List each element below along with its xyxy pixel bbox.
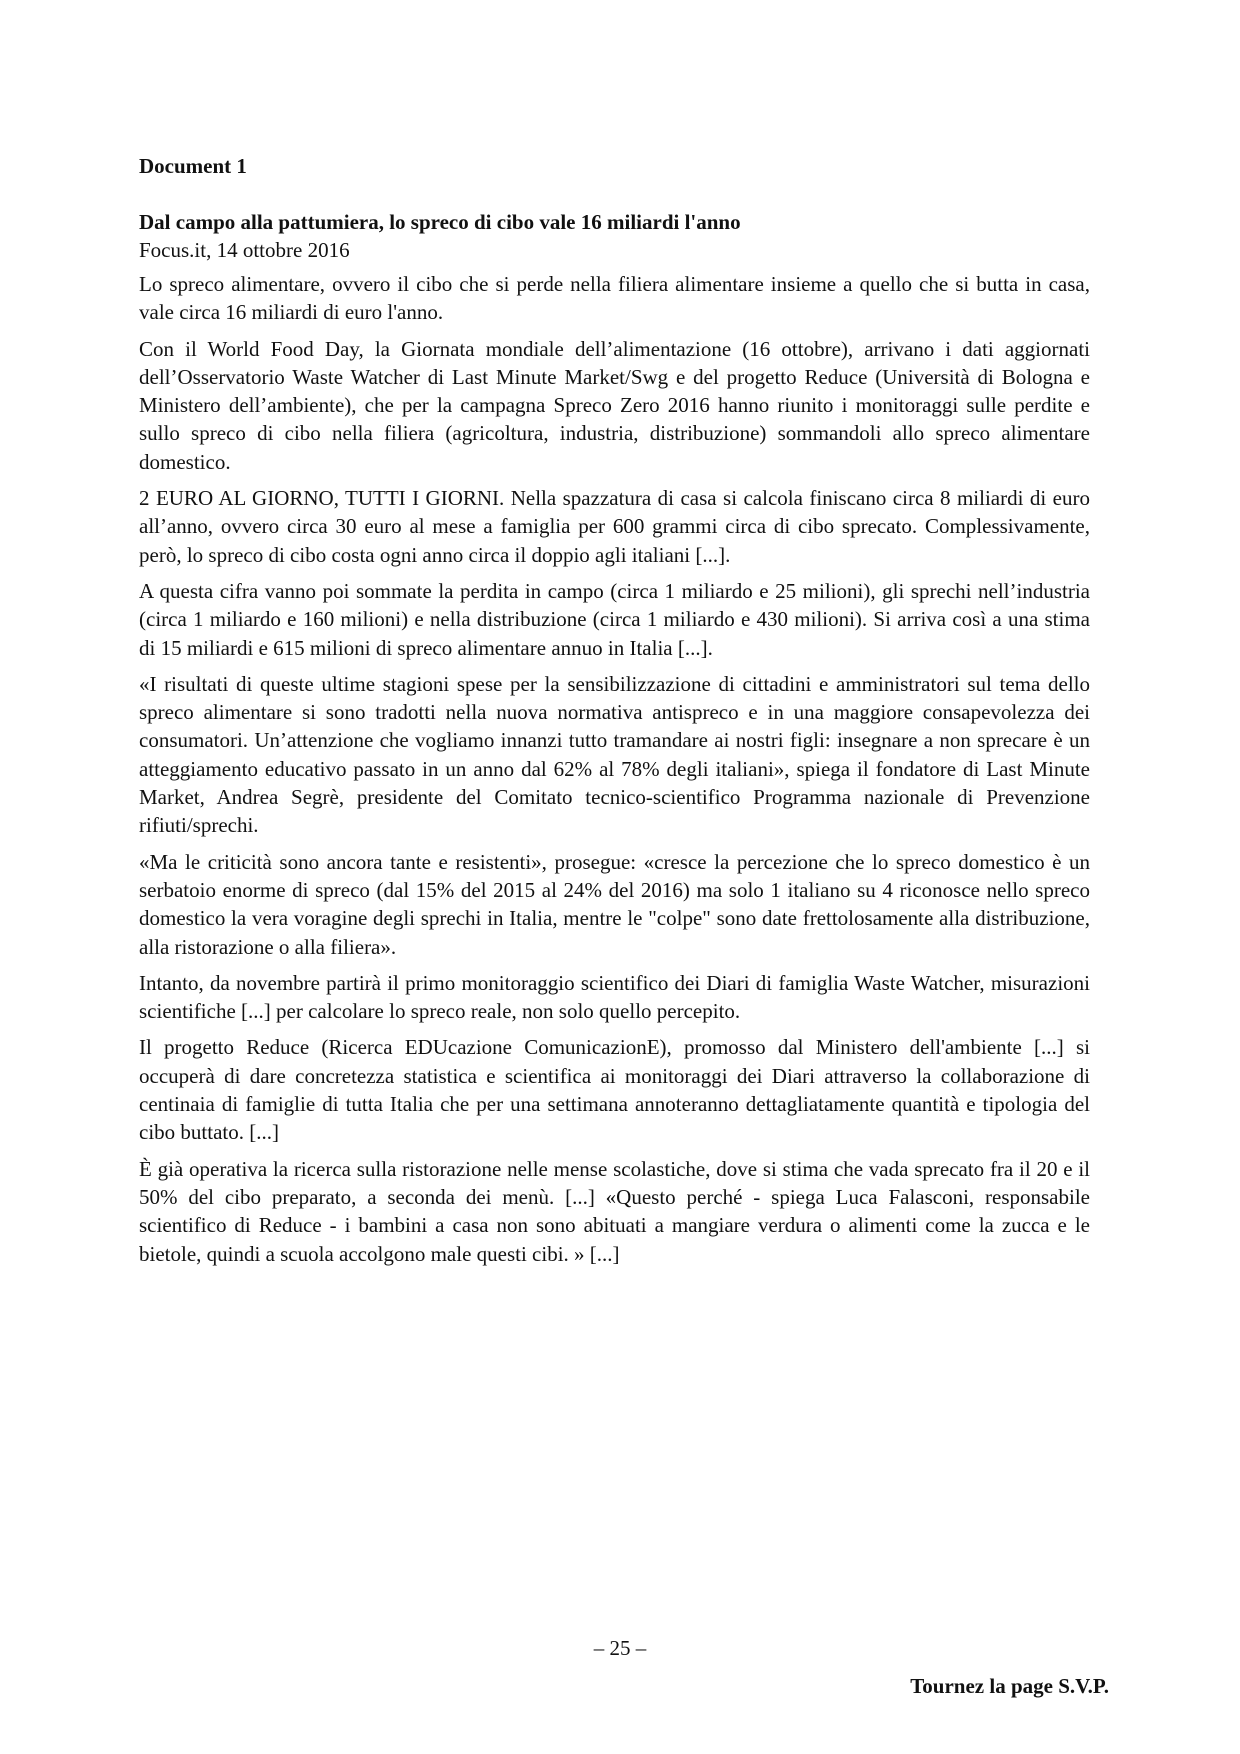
article bbox=[139, 208, 1090, 1276]
paragraph-9: È già operativa la ricerca sulla ristorazione nelle mense scolastiche, dove si stima che vada sprecato fra il 20 e il 50% del cibo preparato, a seconda dei menù. [...] «Questo perché - spiega Luca Falasconi, responsabile scientifico di Reduce - i bambini a casa non sono abituati a mangiare verdura o alimenti come la zucca e le bietole, quindi a scuola accolgono male questi cibi. » [...] bbox=[139, 1156, 1090, 1266]
paragraph-6: «Ma le criticità sono ancora tante e resistenti», prosegue: «cresce la percezione che lo spreco domestico è un serbatoio enorme di spreco (dal 15% del 2015 al 24% del 2016) ma solo 1 italiano su 4 riconosce nello spreco domestico la vera voragine degli sprechi in Italia, mentre le "colpe" sono date frettolosamente alla distribuzione, alla ristorazione o alla filiera». bbox=[139, 849, 1090, 959]
paragraph-5: «I risultati di queste ultime stagioni spese per la sensibilizzazione di cittadini e amministratori sul tema dello spreco alimentare si sono tradotti nella nuova normativa antispreco e in una maggiore consapevolezza dei consumatori. Un’attenzione che vogliamo innanzi tutto tramandare ai nostri figli: insegnare a non sprecare è un atteggiamento educativo passato in un anno dal 62% al 78% degli italiani», spiega il fondatore di Last Minute Market, Andrea Segrè, presidente del Comitato tecnico-scientifico Programma nazionale di Prevenzione rifiuti/sprechi. bbox=[139, 671, 1090, 838]
article-source: Focus.it, 14 ottobre 2016 bbox=[139, 238, 350, 262]
paragraph-4: A questa cifra vanno poi sommate la perdita in campo (circa 1 miliardo e 25 milioni), gli sprechi nell’industria (circa 1 miliardo e 160 milioni) e nella distribuzione (circa 1 miliardo e 430 milioni). Si arriva così a una stima di 15 miliardi e 615 milioni di spreco alimentare annuo in Italia [...]. bbox=[139, 578, 1090, 660]
paragraph-8: Il progetto Reduce (Ricerca EDUcazione ComunicazionE), promosso dal Ministero dell'ambiente [...] si occuperà di dare concretezza statistica e scientifica ai monitoraggi dei Diari attraverso la collaborazione di centinaia di famiglie di tutta Italia che per una settimana annoteranno dettagliatamente quantità e tipologia del cibo buttato. [...] bbox=[139, 1035, 1090, 1145]
paragraph-7: Intanto, da novembre partirà il primo monitoraggio scientifico dei Diari di famiglia Waste Watcher, misurazioni scientifiche [...] per calcolare lo spreco reale, non solo quello percepito. bbox=[139, 970, 1090, 1024]
paragraph-1: Lo spreco alimentare, ovvero il cibo che si perde nella filiera alimentare insieme a quello che si butta in casa, vale circa 16 miliardi di euro l'anno. bbox=[139, 272, 1090, 325]
turn-page-note: Tournez la page S.V.P. bbox=[910, 1674, 1109, 1698]
article-title: Dal campo alla pattumiera, lo spreco di cibo vale 16 miliardi l'anno bbox=[139, 210, 741, 234]
paragraph-3: 2 EURO AL GIORNO, TUTTI I GIORNI. Nella spazzatura di casa si calcola finiscano circa 8 miliardi di euro all’anno, ovvero circa 30 euro al mese a famiglia per 600 grammi circa di cibo sprecato. Complessivamente, però, lo spreco di cibo costa ogni anno circa il doppio agli italiani [...]. bbox=[139, 486, 1090, 567]
document-label: Document 1 bbox=[139, 154, 247, 178]
page-number: – 25 – bbox=[593, 1636, 647, 1660]
paragraph-2: Con il World Food Day, la Giornata mondiale dell’alimentazione (16 ottobre), arrivano i dati aggiornati dell’Osservatorio Waste Watcher di Last Minute Market/Swg e del progetto Reduce (Università di Bologna e Ministero dell’ambiente), che per la campagna Spreco Zero 2016 hanno riunito i monitoraggi sulle perdite e sullo spreco di cibo nella filiera (agricoltura, industria, distribuzione) sommandoli allo spreco alimentare domestico. bbox=[139, 336, 1090, 474]
